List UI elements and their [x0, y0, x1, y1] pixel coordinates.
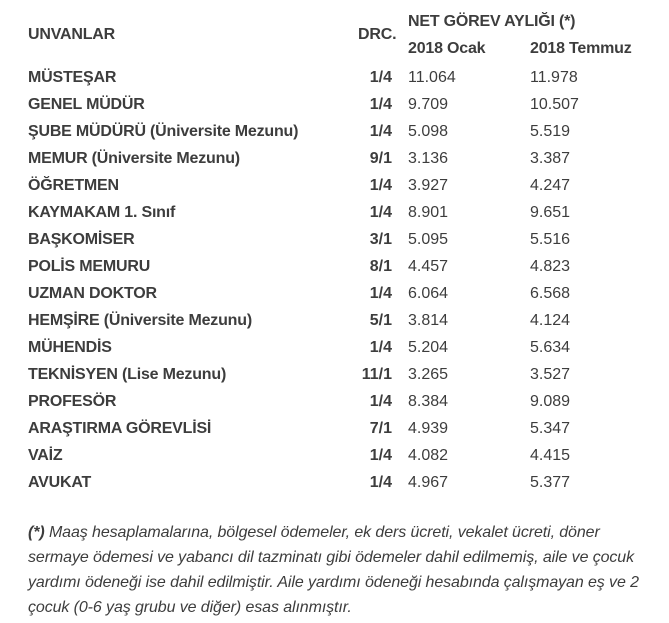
row-temmuz-value: 5.634 — [530, 338, 571, 356]
table-row — [28, 361, 655, 388]
table-row — [28, 91, 655, 118]
row-title: GENEL MÜDÜR — [28, 95, 145, 113]
table-row — [28, 442, 655, 469]
table-row — [28, 280, 655, 307]
col-header-2018-ocak: 2018 Ocak — [408, 40, 486, 57]
row-temmuz-value: 3.527 — [530, 365, 571, 383]
row-title: BAŞKOMİSER — [28, 230, 135, 248]
table-row — [28, 64, 655, 91]
row-drc: 3/1 — [369, 230, 392, 248]
row-title: POLİS MEMURU — [28, 257, 151, 275]
row-ocak-value: 4.082 — [408, 446, 449, 464]
row-title: MÜSTEŞAR — [28, 68, 117, 86]
row-temmuz-value: 11.978 — [530, 68, 578, 86]
table-row — [28, 172, 655, 199]
row-ocak-value: 6.064 — [408, 284, 449, 302]
footnote-line: yardımı ödeneği ise dahil edilmiştir. Aile yardımı ödeneği hesabında çalışmayan eş ve 2 — [28, 574, 639, 591]
row-drc: 1/4 — [369, 203, 392, 221]
row-ocak-value: 5.204 — [408, 338, 449, 356]
row-temmuz-value: 4.124 — [530, 311, 571, 329]
table-row — [28, 199, 655, 226]
row-title: PROFESÖR — [28, 392, 117, 410]
row-title: TEKNİSYEN (Lise Mezunu) — [28, 365, 227, 383]
col-header-unvanlar: UNVANLAR — [28, 26, 115, 43]
row-drc: 1/4 — [369, 68, 392, 86]
col-header-drc: DRC. — [358, 26, 397, 43]
table-row — [28, 388, 655, 415]
table-row — [28, 226, 655, 253]
table-row — [28, 415, 655, 442]
row-drc: 1/4 — [369, 176, 392, 194]
row-ocak-value: 3.265 — [408, 365, 449, 383]
row-ocak-value: 3.814 — [408, 311, 449, 329]
row-title: ÖĞRETMEN — [28, 176, 119, 194]
row-ocak-value: 9.709 — [408, 95, 449, 113]
row-ocak-value: 8.901 — [408, 203, 449, 221]
row-title: MEMUR (Üniversite Mezunu) — [28, 149, 240, 167]
row-temmuz-value: 3.387 — [530, 149, 571, 167]
row-temmuz-value: 10.507 — [530, 95, 579, 113]
table-row — [28, 307, 655, 334]
row-temmuz-value: 5.516 — [530, 230, 571, 248]
row-title: UZMAN DOKTOR — [28, 284, 157, 302]
row-temmuz-value: 4.823 — [530, 257, 571, 275]
row-ocak-value: 4.967 — [408, 473, 449, 491]
row-title: KAYMAKAM 1. Sınıf — [28, 203, 176, 221]
row-ocak-value: 11.064 — [408, 68, 456, 86]
row-drc: 1/4 — [369, 338, 392, 356]
row-temmuz-value: 5.347 — [530, 419, 571, 437]
row-title: ARAŞTIRMA GÖREVLİSİ — [28, 419, 212, 437]
row-ocak-value: 8.384 — [408, 392, 449, 410]
row-temmuz-value: 9.651 — [530, 203, 571, 221]
row-drc: 9/1 — [369, 149, 392, 167]
row-drc: 1/4 — [369, 392, 392, 410]
row-ocak-value: 5.095 — [408, 230, 449, 248]
row-temmuz-value: 4.247 — [530, 176, 571, 194]
row-ocak-value: 4.457 — [408, 257, 449, 275]
footnote — [28, 520, 655, 620]
row-temmuz-value: 5.377 — [530, 473, 571, 491]
row-drc: 1/4 — [369, 122, 392, 140]
table-row — [28, 469, 655, 496]
row-ocak-value: 4.939 — [408, 419, 449, 437]
row-title: ŞUBE MÜDÜRÜ (Üniversite Mezunu) — [28, 122, 299, 140]
row-drc: 5/1 — [369, 311, 392, 329]
row-title: MÜHENDİS — [28, 338, 112, 356]
col-header-2018-temmuz: 2018 Temmuz — [530, 40, 632, 57]
row-title: VAİZ — [28, 446, 63, 464]
row-temmuz-value: 4.415 — [530, 446, 571, 464]
footnote-line — [28, 520, 655, 545]
row-ocak-value: 5.098 — [408, 122, 449, 140]
col-header-group: NET GÖREV AYLIĞI (*) — [408, 13, 576, 30]
salary-table — [28, 64, 655, 496]
footnote-line-text: Maaş hesaplamalarına, bölgesel ödemeler, ek ders ücreti, vekalet ücreti, döner — [48, 524, 600, 541]
row-drc: 1/4 — [369, 95, 392, 113]
row-ocak-value: 3.927 — [408, 176, 449, 194]
table-row — [28, 334, 655, 361]
footnote-line: çocuk (0-6 yaş grubu ve diğer) esas alınmıştır. — [28, 599, 352, 616]
row-drc: 7/1 — [369, 419, 392, 437]
table-row — [28, 253, 655, 280]
table-header — [28, 4, 655, 62]
row-drc: 11/1 — [361, 365, 392, 383]
row-drc: 1/4 — [369, 284, 392, 302]
table-row — [28, 145, 655, 172]
row-drc: 1/4 — [369, 446, 392, 464]
row-temmuz-value: 5.519 — [530, 122, 571, 140]
row-temmuz-value: 9.089 — [530, 392, 571, 410]
row-title: HEMŞİRE (Üniversite Mezunu) — [28, 311, 252, 329]
row-drc: 8/1 — [369, 257, 392, 275]
row-drc: 1/4 — [369, 473, 392, 491]
footnote-line: sermaye ödemesi ve yabancı dil tazminatı gibi ödemeler dahil edilmemiş, aile ve çocuk — [28, 549, 635, 566]
row-temmuz-value: 6.568 — [530, 284, 571, 302]
table-row — [28, 118, 655, 145]
row-title: AVUKAT — [28, 473, 92, 491]
footnote-marker: (*) — [28, 524, 45, 541]
row-ocak-value: 3.136 — [408, 149, 449, 167]
